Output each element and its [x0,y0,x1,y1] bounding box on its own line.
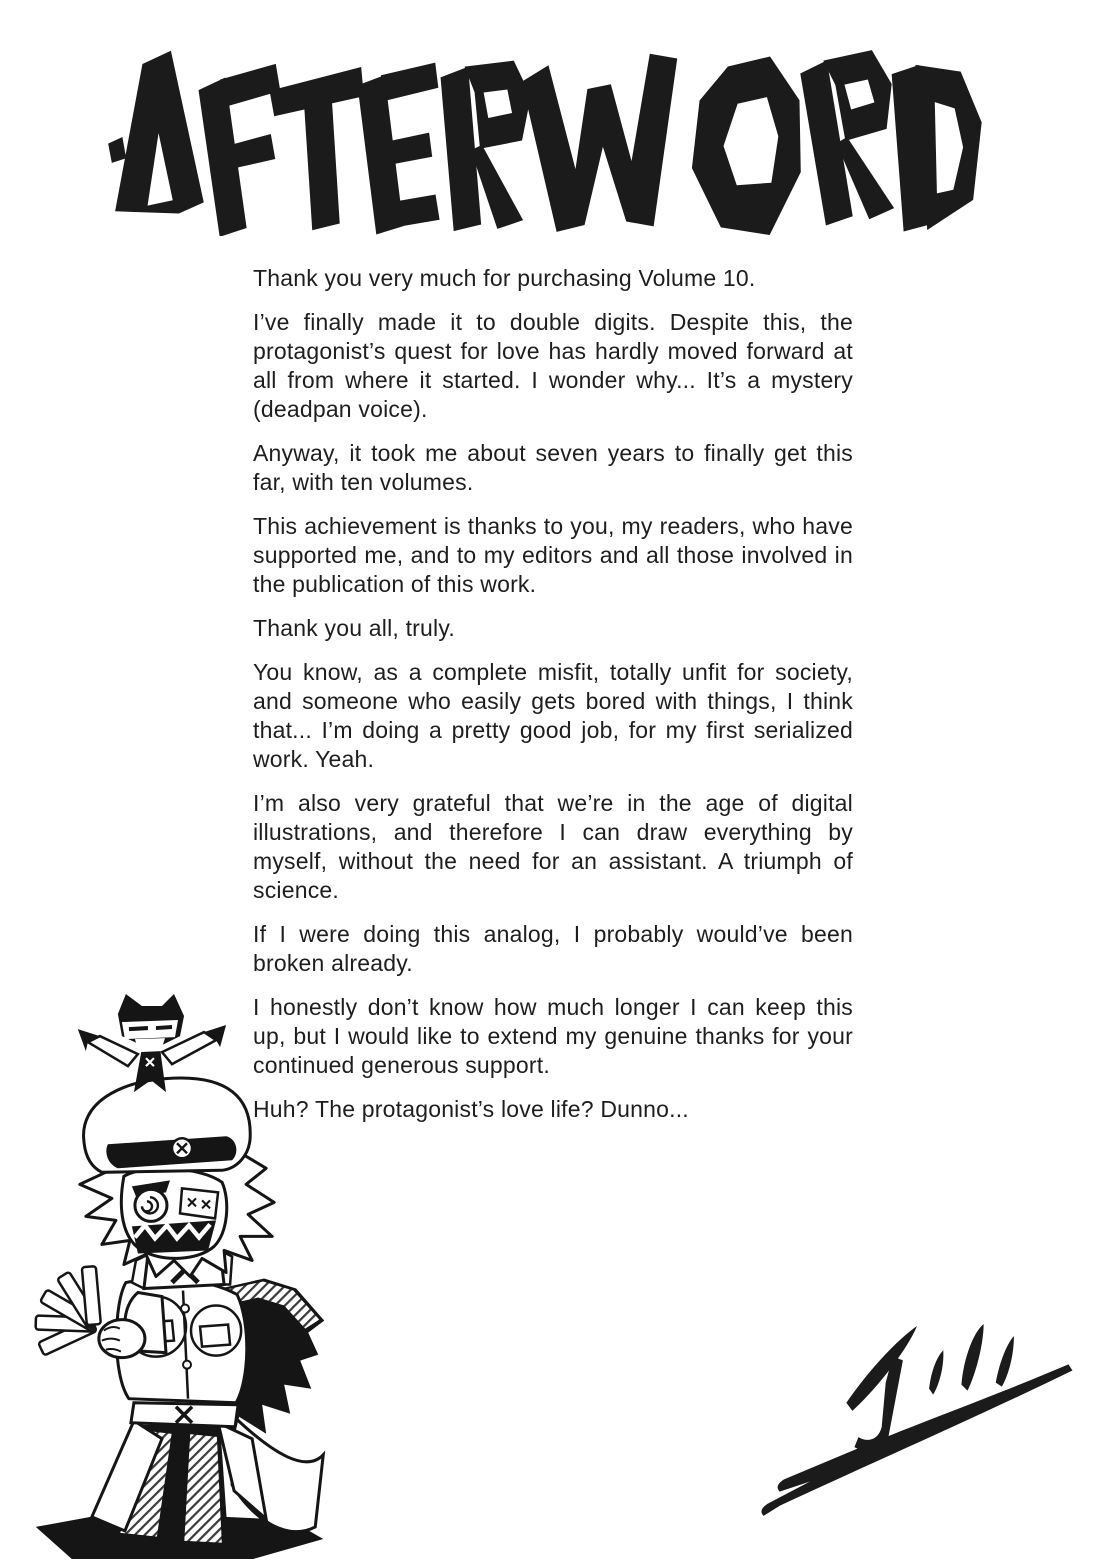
paragraph: If I were doing this analog, I probably would’ve been broken already. [253,921,853,976]
cat-on-head [78,994,226,1092]
paragraph: I’ve finally made it to double digits. Despite this, the protagonist’s quest for love has hardly moved forward at all from where it started. I wonder why... It’s a mystery (deadpan voice). [253,309,853,422]
afterword-title-lettering [108,42,984,236]
afterword-text [253,264,853,1124]
paragraph: Thank you very much for purchasing Volume 10. [253,265,756,291]
paragraph: This achievement is thanks to you, my readers, who have supported me, and to my editors and all those involved in the publication of this work. [253,513,853,597]
page-title [0,21,1,22]
paragraph: Anyway, it took me about seven years to finally get this far, with ten volumes. [253,440,853,495]
paragraph: I’m also very grateful that we’re in the age of digital illustrations, and therefore I can draw everything by myself, without the need for an assistant. A triumph of science. [253,790,853,903]
signature-text [0,0,1,1]
paragraph: I honestly don’t know how much longer I can keep this up, but I would like to extend my genuine thanks for your continued generous support. [253,994,853,1078]
card-fan [36,1266,101,1355]
author-signature-mark [748,1322,1084,1534]
paragraph: Huh? The protagonist’s love life? Dunno... [253,1096,689,1122]
paragraph: You know, as a complete misfit, totally unfit for society, and someone who easily gets bored with things, I think that... I’m doing a pretty good job, for my first serialized work. Yeah. [253,659,853,772]
paragraph: Thank you all, truly. [253,615,455,641]
character-with-cat-illustration [20,992,334,1568]
eye-patch [180,1188,218,1218]
